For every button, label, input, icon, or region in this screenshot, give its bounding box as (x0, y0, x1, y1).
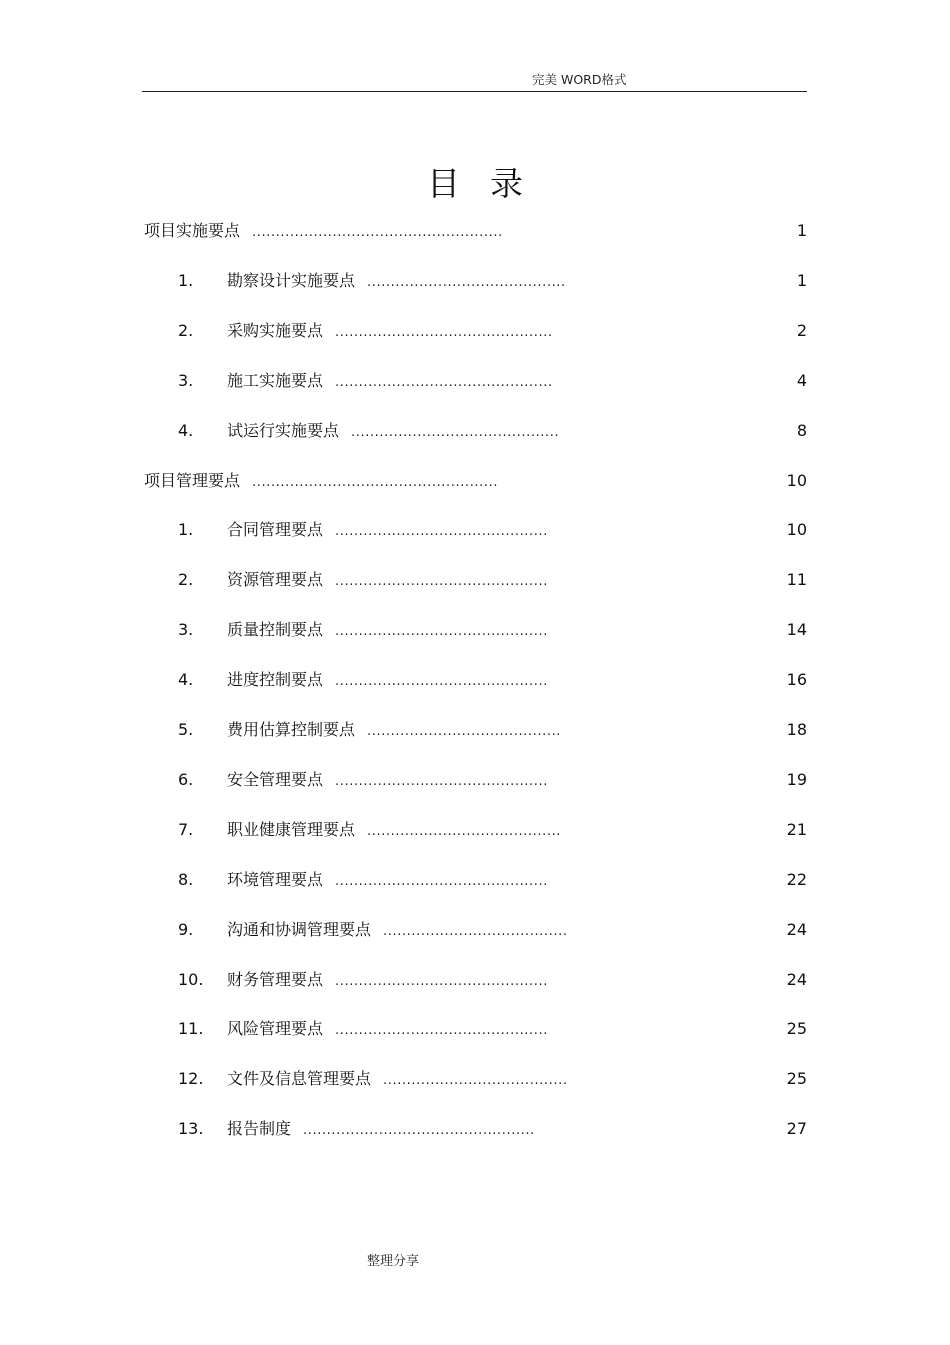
toc-entry-title: 试运行实施要点 (227, 420, 340, 440)
toc-entry-title: 项目实施要点 (144, 221, 241, 240)
toc-entry-title: 费用估算控制要点 (227, 720, 356, 739)
toc-entry-wrapper (227, 1017, 548, 1043)
toc-entry-number: 1. (178, 270, 194, 290)
toc-subsection-entry[interactable] (142, 968, 807, 992)
toc-page-number: 10 (786, 470, 807, 490)
toc-entry-number: 6. (178, 769, 194, 789)
toc-subsection-entry[interactable] (142, 369, 807, 393)
toc-entry-number: 3. (178, 620, 194, 640)
toc-dot-leader: ............................................. (335, 1023, 548, 1039)
toc-subsection-entry[interactable] (142, 518, 807, 542)
toc-page-number: 11 (786, 570, 807, 590)
toc-dot-leader: .............................................. (335, 324, 553, 340)
toc-entry-title: 资源管理要点 (227, 570, 324, 590)
toc-entry-wrapper (227, 369, 553, 395)
toc-dot-leader: ..................................................... (252, 225, 503, 240)
toc-entry-wrapper (227, 1117, 535, 1143)
toc-entry-wrapper (227, 618, 548, 644)
toc-dot-leader: ................................................. (303, 1123, 535, 1139)
toc-entry-number: 4. (178, 670, 194, 690)
toc-entry-title: 职业健康管理要点 (227, 819, 356, 839)
toc-dot-leader: ......................................... (367, 823, 562, 839)
toc-page-number: 18 (786, 720, 807, 739)
toc-entry-wrapper (227, 968, 548, 994)
toc-page-number: 21 (786, 819, 807, 839)
toc-entry-number: 3. (178, 370, 194, 390)
toc-entry-number: 8. (178, 869, 194, 889)
toc-entry-number: 10. (178, 969, 204, 989)
toc-page-number: 1 (796, 270, 807, 290)
toc-section-entry[interactable] (142, 219, 807, 243)
toc-dot-leader: ............................................. (335, 773, 548, 789)
toc-page-number: 1 (796, 221, 807, 240)
toc-subsection-entry[interactable] (142, 1067, 807, 1091)
page-header-text: 完美 WORD格式 (532, 72, 627, 87)
toc-entry-wrapper (227, 868, 548, 894)
toc-subsection-entry[interactable] (142, 768, 807, 792)
toc-page-number: 22 (786, 869, 807, 889)
toc-entry-wrapper (144, 469, 498, 495)
toc-subsection-entry[interactable] (142, 1117, 807, 1141)
toc-subsection-entry[interactable] (142, 668, 807, 692)
toc-page-number: 24 (786, 969, 807, 989)
toc-subsection-entry[interactable] (142, 618, 807, 642)
toc-subsection-entry[interactable] (142, 568, 807, 592)
toc-entry-title: 文件及信息管理要点 (227, 1069, 372, 1089)
toc-entry-number: 12. (178, 1069, 204, 1089)
toc-entry-number: 9. (178, 919, 194, 939)
toc-entry-wrapper (227, 1067, 568, 1093)
toc-dot-leader: .................................................... (252, 474, 499, 490)
toc-entry-wrapper (227, 668, 548, 694)
toc-entry-title: 合同管理要点 (227, 520, 324, 540)
toc-entry-wrapper (227, 518, 548, 544)
toc-dot-leader: ............................................. (335, 524, 548, 540)
toc-entry-wrapper (227, 818, 561, 844)
toc-entry-wrapper (227, 918, 568, 944)
toc-entry-title: 环境管理要点 (227, 869, 324, 889)
toc-dot-leader: ....................................... (383, 1073, 568, 1089)
toc-entry-number: 11. (178, 1019, 204, 1039)
toc-entry-wrapper (227, 269, 566, 295)
toc-page-number: 4 (796, 370, 807, 390)
toc-page-number: 8 (796, 420, 807, 440)
toc-page-number: 14 (786, 620, 807, 640)
toc-page-number: 27 (786, 1119, 807, 1139)
toc-dot-leader: ......................................... (367, 724, 562, 739)
toc-entry-title: 财务管理要点 (227, 969, 324, 989)
toc-page-number: 2 (796, 320, 807, 340)
toc-page-number: 25 (786, 1069, 807, 1089)
toc-subsection-entry[interactable] (142, 718, 807, 742)
toc-dot-leader: .............................................. (335, 374, 553, 390)
toc-page-number: 16 (786, 670, 807, 690)
toc-entry-title: 沟通和协调管理要点 (227, 919, 372, 939)
toc-entry-title: 项目管理要点 (144, 470, 241, 490)
toc-entry-number: 4. (178, 420, 194, 440)
toc-entry-wrapper (227, 419, 559, 445)
toc-entry-wrapper (227, 768, 548, 794)
toc-subsection-entry[interactable] (142, 419, 807, 443)
toc-entry-title: 安全管理要点 (227, 769, 324, 789)
toc-subsection-entry[interactable] (142, 818, 807, 842)
toc-entry-wrapper (227, 718, 561, 744)
toc-entry-wrapper (144, 219, 503, 245)
toc-entry-number: 1. (178, 520, 194, 540)
toc-page-number: 10 (786, 520, 807, 540)
toc-subsection-entry[interactable] (142, 319, 807, 343)
toc-entry-title: 施工实施要点 (227, 370, 324, 390)
toc-dot-leader: ............................................. (335, 873, 548, 889)
toc-section-entry[interactable] (142, 469, 807, 493)
toc-entry-wrapper (227, 319, 553, 345)
toc-title: 目录 (427, 164, 553, 203)
toc-dot-leader: ....................................... (383, 923, 568, 939)
toc-dot-leader: ............................................. (335, 973, 548, 989)
toc-page-number: 25 (786, 1019, 807, 1039)
toc-dot-leader: ............................................. (335, 674, 548, 690)
page-footer-text: 整理分享 (367, 1254, 420, 1269)
toc-entry-title: 风险管理要点 (227, 1019, 324, 1039)
toc-subsection-entry[interactable] (142, 269, 807, 293)
toc-entry-number: 13. (178, 1119, 204, 1139)
toc-entry-title: 勘察设计实施要点 (227, 270, 356, 290)
toc-entry-title: 采购实施要点 (227, 320, 324, 340)
toc-entry-title: 报告制度 (227, 1119, 292, 1139)
toc-entry-number: 2. (178, 320, 194, 340)
toc-entry-title: 进度控制要点 (227, 670, 324, 690)
toc-entry-number: 5. (178, 720, 194, 739)
toc-entry-title: 质量控制要点 (227, 620, 324, 640)
toc-subsection-entry[interactable] (142, 918, 807, 942)
toc-entry-number: 2. (178, 570, 194, 590)
toc-subsection-entry[interactable] (142, 868, 807, 892)
toc-dot-leader: ............................................. (335, 574, 548, 590)
toc-page-number: 24 (786, 919, 807, 939)
toc-dot-leader: ............................................. (335, 624, 548, 640)
header-rule (142, 91, 807, 92)
toc-page-number: 19 (786, 769, 807, 789)
toc-dot-leader: .......................................... (367, 274, 566, 290)
toc-entry-number: 7. (178, 819, 194, 839)
toc-subsection-entry[interactable] (142, 1017, 807, 1041)
toc-dot-leader: ............................................ (351, 424, 560, 440)
toc-entry-wrapper (227, 568, 548, 594)
